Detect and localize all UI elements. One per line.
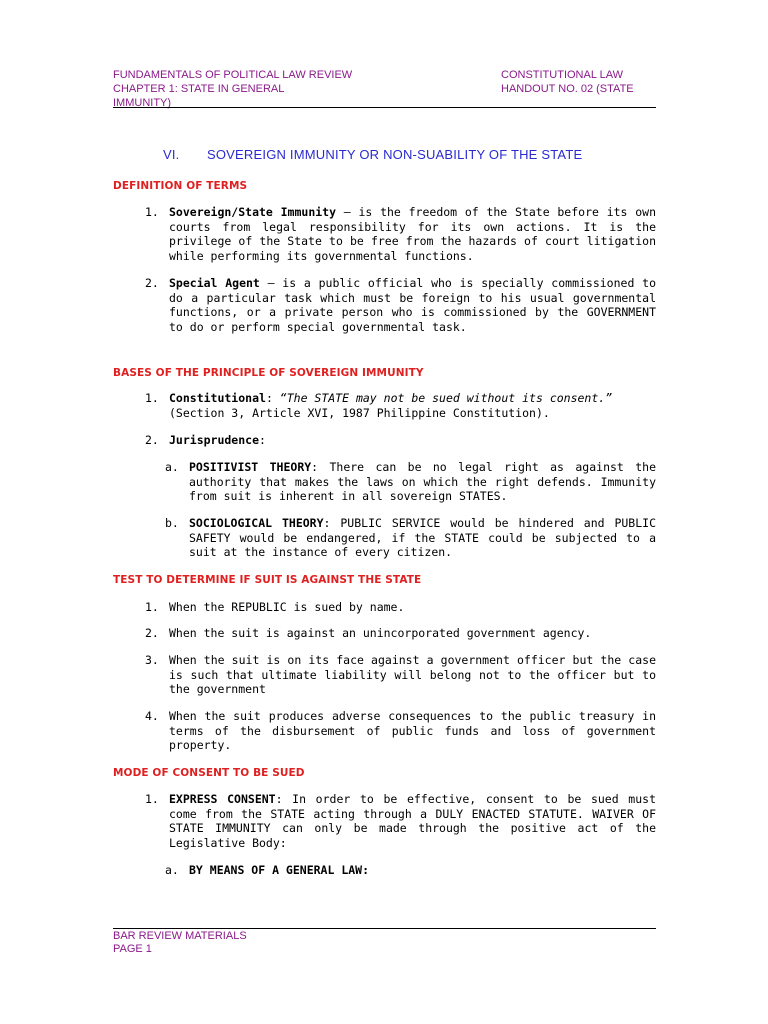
list-number: 1. <box>145 600 159 614</box>
footer <box>113 930 247 956</box>
list-number: 1. <box>145 391 159 405</box>
subitem-text <box>189 863 656 878</box>
heading-bases: BASES OF THE PRINCIPLE OF SOVEREIGN IMMUNITY <box>113 367 424 379</box>
constitution-citation: (Section 3, Article XVI, 1987 Philippine Constitution). <box>169 405 550 420</box>
heading-tests: TEST TO DETERMINE IF SUIT IS AGAINST THE STATE <box>113 574 422 586</box>
list-number: 1. <box>145 205 159 219</box>
definition-term: Sovereign/State Immunity <box>169 205 337 219</box>
header-divider <box>113 107 656 108</box>
list-number: 1. <box>145 792 159 806</box>
theory-body: : PUBLIC SERVICE would be hindered and PUBLIC SAFETY would be endangered, if the STATE could be subjected to a suit at the instance of every citizen. <box>189 516 656 560</box>
list-letter: b. <box>165 516 179 530</box>
list-number: 2. <box>145 626 159 640</box>
test-text: When the suit is against an unincorporated government agency. <box>169 626 592 640</box>
punctuation: : <box>265 391 280 405</box>
punctuation: : <box>259 433 266 447</box>
test-item <box>145 709 656 753</box>
heading-consent: MODE OF CONSENT TO BE SUED <box>113 767 305 779</box>
header-course-title: FUNDAMENTALS OF POLITICAL LAW REVIEW <box>113 69 353 81</box>
section-title <box>163 147 582 162</box>
consent-item-express <box>145 792 656 851</box>
list-letter: a. <box>165 460 179 474</box>
constitution-quote: “The STATE may not be sued without its consent.” <box>279 391 613 405</box>
bases-subitem-positivist <box>165 460 656 504</box>
footer-label: BAR REVIEW MATERIALS <box>113 930 247 942</box>
list-number: 2. <box>145 276 159 290</box>
header-right <box>501 68 661 96</box>
test-item <box>145 626 656 641</box>
bases-subitem-sociological <box>165 516 656 560</box>
header-left <box>113 68 353 110</box>
theory-term: SOCIOLOGICAL THEORY <box>189 516 324 530</box>
test-text: When the REPUBLIC is sued by name. <box>169 600 405 614</box>
consent-body: : In order to be effective, consent to be sued must come from the STATE acting through a DULY ENACTED STATUTE. WAIVER OF STATE IMMUNITY can only be made through the positive act of the Legislative Body: <box>169 792 656 851</box>
header-handout: HANDOUT NO. 02 (STATE <box>501 83 634 95</box>
definition-term: Special Agent <box>169 276 260 290</box>
footer-divider <box>113 928 656 929</box>
bases-text <box>169 391 656 420</box>
definition-text <box>169 205 656 264</box>
list-letter: a. <box>165 863 179 877</box>
section-number: VI. <box>163 147 180 162</box>
definition-body: – is the freedom of the State before its own courts from legal responsibility for its own actions. It is the privilege of the State to be free from the hazards of court litigation while performing its governmental functions. <box>169 205 657 264</box>
bases-text <box>169 433 656 448</box>
bases-term: Jurisprudence <box>169 433 260 447</box>
test-text: When the suit produces adverse consequences to the public treasury in terms of the disbursement of public funds and loss of government property. <box>169 709 656 753</box>
definition-body: – is a public official who is specially commissioned to do a particular task which must be foreign to his usual governmental functions, or a private person who is commissioned by the GOVERNMENT to do or perform special governmental task. <box>169 276 656 335</box>
header-subject: CONSTITUTIONAL LAW <box>501 69 624 81</box>
heading-definitions: DEFINITION OF TERMS <box>113 180 248 192</box>
bases-item-jurisprudence <box>145 433 656 448</box>
list-number: 4. <box>145 709 159 723</box>
definition-item <box>145 205 656 264</box>
theory-term: POSITIVIST THEORY <box>189 460 312 474</box>
header-chapter: CHAPTER 1: STATE IN GENERAL <box>113 83 285 95</box>
consent-subitem-general-law <box>165 863 656 878</box>
test-item <box>145 600 656 615</box>
subitem-text <box>189 516 656 560</box>
definition-text <box>169 276 656 335</box>
bases-item-constitutional <box>145 391 656 420</box>
theory-body: : There can be no legal right as against the authority that makes the laws on which the right defends. Immunity from suit is inherent in all sovereign STATES. <box>189 460 657 504</box>
consent-subterm: BY MEANS OF A GENERAL LAW: <box>189 863 370 877</box>
bases-term: Constitutional <box>169 391 266 405</box>
definition-item <box>145 276 656 335</box>
test-text: When the suit is on its face against a government officer but the case is such that ultimate liability will belong not to the officer but to the government <box>169 653 656 697</box>
section-title-text: SOVEREIGN IMMUNITY OR NON-SUABILITY OF THE STATE <box>207 147 583 162</box>
subitem-text <box>189 460 656 504</box>
list-number: 3. <box>145 653 159 667</box>
header-chapter-continued: IMMUNITY) <box>113 97 172 109</box>
consent-text <box>169 792 656 851</box>
list-number: 2. <box>145 433 159 447</box>
consent-term: EXPRESS CONSENT <box>169 792 276 806</box>
page-number: PAGE 1 <box>113 943 152 955</box>
test-item <box>145 653 656 697</box>
